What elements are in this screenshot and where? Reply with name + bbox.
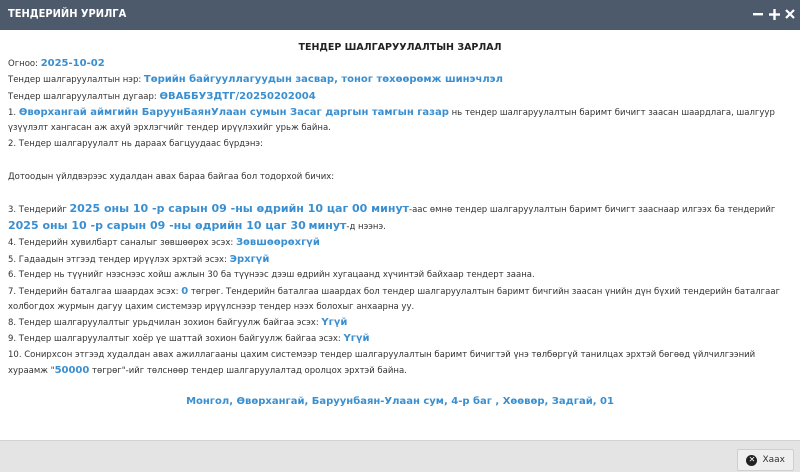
paragraph-1-text: нь тендер шалгаруулалтын баримт бичигт заасан шаардлага, шалгуур үзүүлэлт хангасан аж ахуй эрхлэгчийг тендер ирүүлэхийг урьж байна. <box>8 108 775 133</box>
maximize-icon[interactable] <box>768 4 780 24</box>
window-titlebar <box>0 0 800 30</box>
submission-deadline: 2025 оны 10 -р сарын 09 -ны өдрийн 10 цаг 00 минут <box>69 202 410 215</box>
tender-number-label: Тендер шалгаруулалтын дугаар: <box>8 92 157 102</box>
tender-name-line <box>8 72 792 88</box>
paragraph-2-note: Дотоодын үйлдвэрээс худалдан авах бараа байгаа бол тодорхой бичих: <box>8 172 335 182</box>
paragraph-9-label: 9. Тендер шалгаруулалтыг хоёр үе шаттай зохион байгуулж байгаа эсэх: <box>8 334 341 344</box>
paragraph-5 <box>8 252 792 268</box>
date-value: 2025-10-02 <box>40 58 105 69</box>
document-heading: ТЕНДЕР ШАЛГАРУУЛАЛТЫН ЗАРЛАЛ <box>298 42 502 53</box>
tender-number-value: ӨВАББУЗДТГ/20250202004 <box>159 91 316 102</box>
close-button[interactable] <box>737 449 794 471</box>
paragraph-4 <box>8 235 792 251</box>
date-line <box>8 56 792 72</box>
paragraph-5-label: 5. Гадаадын этгээд тендер ирүүлэх эрхтэй эсэх: <box>8 255 227 265</box>
window-controls <box>752 4 796 24</box>
document-content <box>0 30 800 440</box>
paragraph-3-mid: -аас өмнө тендер шалгаруулалтын баримт бичигт зааснаар илгээх ба тендерийг <box>409 205 776 215</box>
paragraph-10 <box>8 348 792 379</box>
close-button-label: Хаах <box>762 455 785 465</box>
two-stage-value: Үгүй <box>343 333 370 344</box>
paragraph-3-prefix: 3. Тендерийг <box>8 205 67 215</box>
date-label: Огноо: <box>8 59 38 69</box>
paragraph-10-rest: төгрөг"-ийг төлснөөр тендер шалгаруулалтад оролцох эрхтэй байна. <box>89 366 407 376</box>
tender-number-line <box>8 89 792 105</box>
paragraph-3 <box>8 201 792 235</box>
paragraph-8 <box>8 315 792 331</box>
tender-name-value: Төрийн байгууллагуудын засвар, тоног төхөөрөмж шинэчлэл <box>143 74 503 85</box>
paragraph-7 <box>8 284 792 315</box>
foreign-entity-value: Эрхгүй <box>229 254 270 265</box>
close-icon[interactable] <box>784 4 796 24</box>
paragraph-1 <box>8 105 792 136</box>
opening-datetime: 2025 оны 10 -р сарын 09 -ны өдрийн 10 цаг 30 <box>8 219 306 232</box>
paragraph-7-label: 7. Тендерийн баталгаа шаардах эсэх: <box>8 287 179 297</box>
tender-security-value: 0 <box>181 286 189 297</box>
opening-datetime-minute: минут <box>308 219 347 232</box>
service-fee-value: 50000 <box>54 365 90 376</box>
window-title: ТЕНДЕРИЙН УРИЛГА <box>8 7 127 20</box>
paragraph-3-end: -д нээнэ. <box>346 222 386 232</box>
tender-name-label: Тендер шалгаруулалтын нэр: <box>8 75 142 85</box>
minimize-icon[interactable] <box>752 4 764 24</box>
paragraph-8-label: 8. Тендер шалгаруулалтыг урьдчилан зохион байгуулж байгаа эсэх: <box>8 318 319 328</box>
organization-address: Монгол, Өвөрхангай, Баруунбаян-Улаан сум, 4-р баг , Хөөвөр, Задгай, 01 <box>186 396 614 407</box>
paragraph-10-text: 10. Сонирхсон этгээд худалдан авах ажиллагааны цахим системээр тендер шалгаруулалтын баримт бичигтэй үнэ төлбөргүй танилцах эрхтэй бөгөөд үйлчилгээний хураамж " <box>8 350 756 376</box>
paragraph-2: 2. Тендер шалгаруулалт нь дараах багцуудаас бүрдэнэ: <box>8 139 263 149</box>
paragraph-4-label: 4. Тендерийн хувилбарт саналыг зөвшөөрөх эсэх: <box>8 238 234 248</box>
close-circle-icon: ✕ <box>746 455 757 466</box>
paragraph-1-prefix: 1. <box>8 108 17 118</box>
organization-name: Өвөрхангай аймгийн БаруунБаянУлаан сумын Засаг даргын тамгын газар <box>18 107 449 118</box>
window-footer <box>0 440 800 472</box>
paragraph-9 <box>8 331 792 347</box>
paragraph-6: 6. Тендер нь түүнийг нээснээс хойш ажлын 30 ба түүнээс дээш өдрийн хугацаанд хүчинтэй байхаар тендерт заана. <box>8 270 535 280</box>
prequalification-value: Үгүй <box>321 317 348 328</box>
alternative-offer-value: Зөвшөөрөхгүй <box>235 237 320 248</box>
paragraph-7-text: төгрөг. Тендерийн баталгаа шаардах бол тендер шалгаруулалтын баримт бичгийн заасан үнийн дүн бүхий тендерийн баталгааг холбогдох журмын дагуу цахим системээр ирүүлснээр тендер нээх болохыг анхаарна уу. <box>8 287 781 312</box>
